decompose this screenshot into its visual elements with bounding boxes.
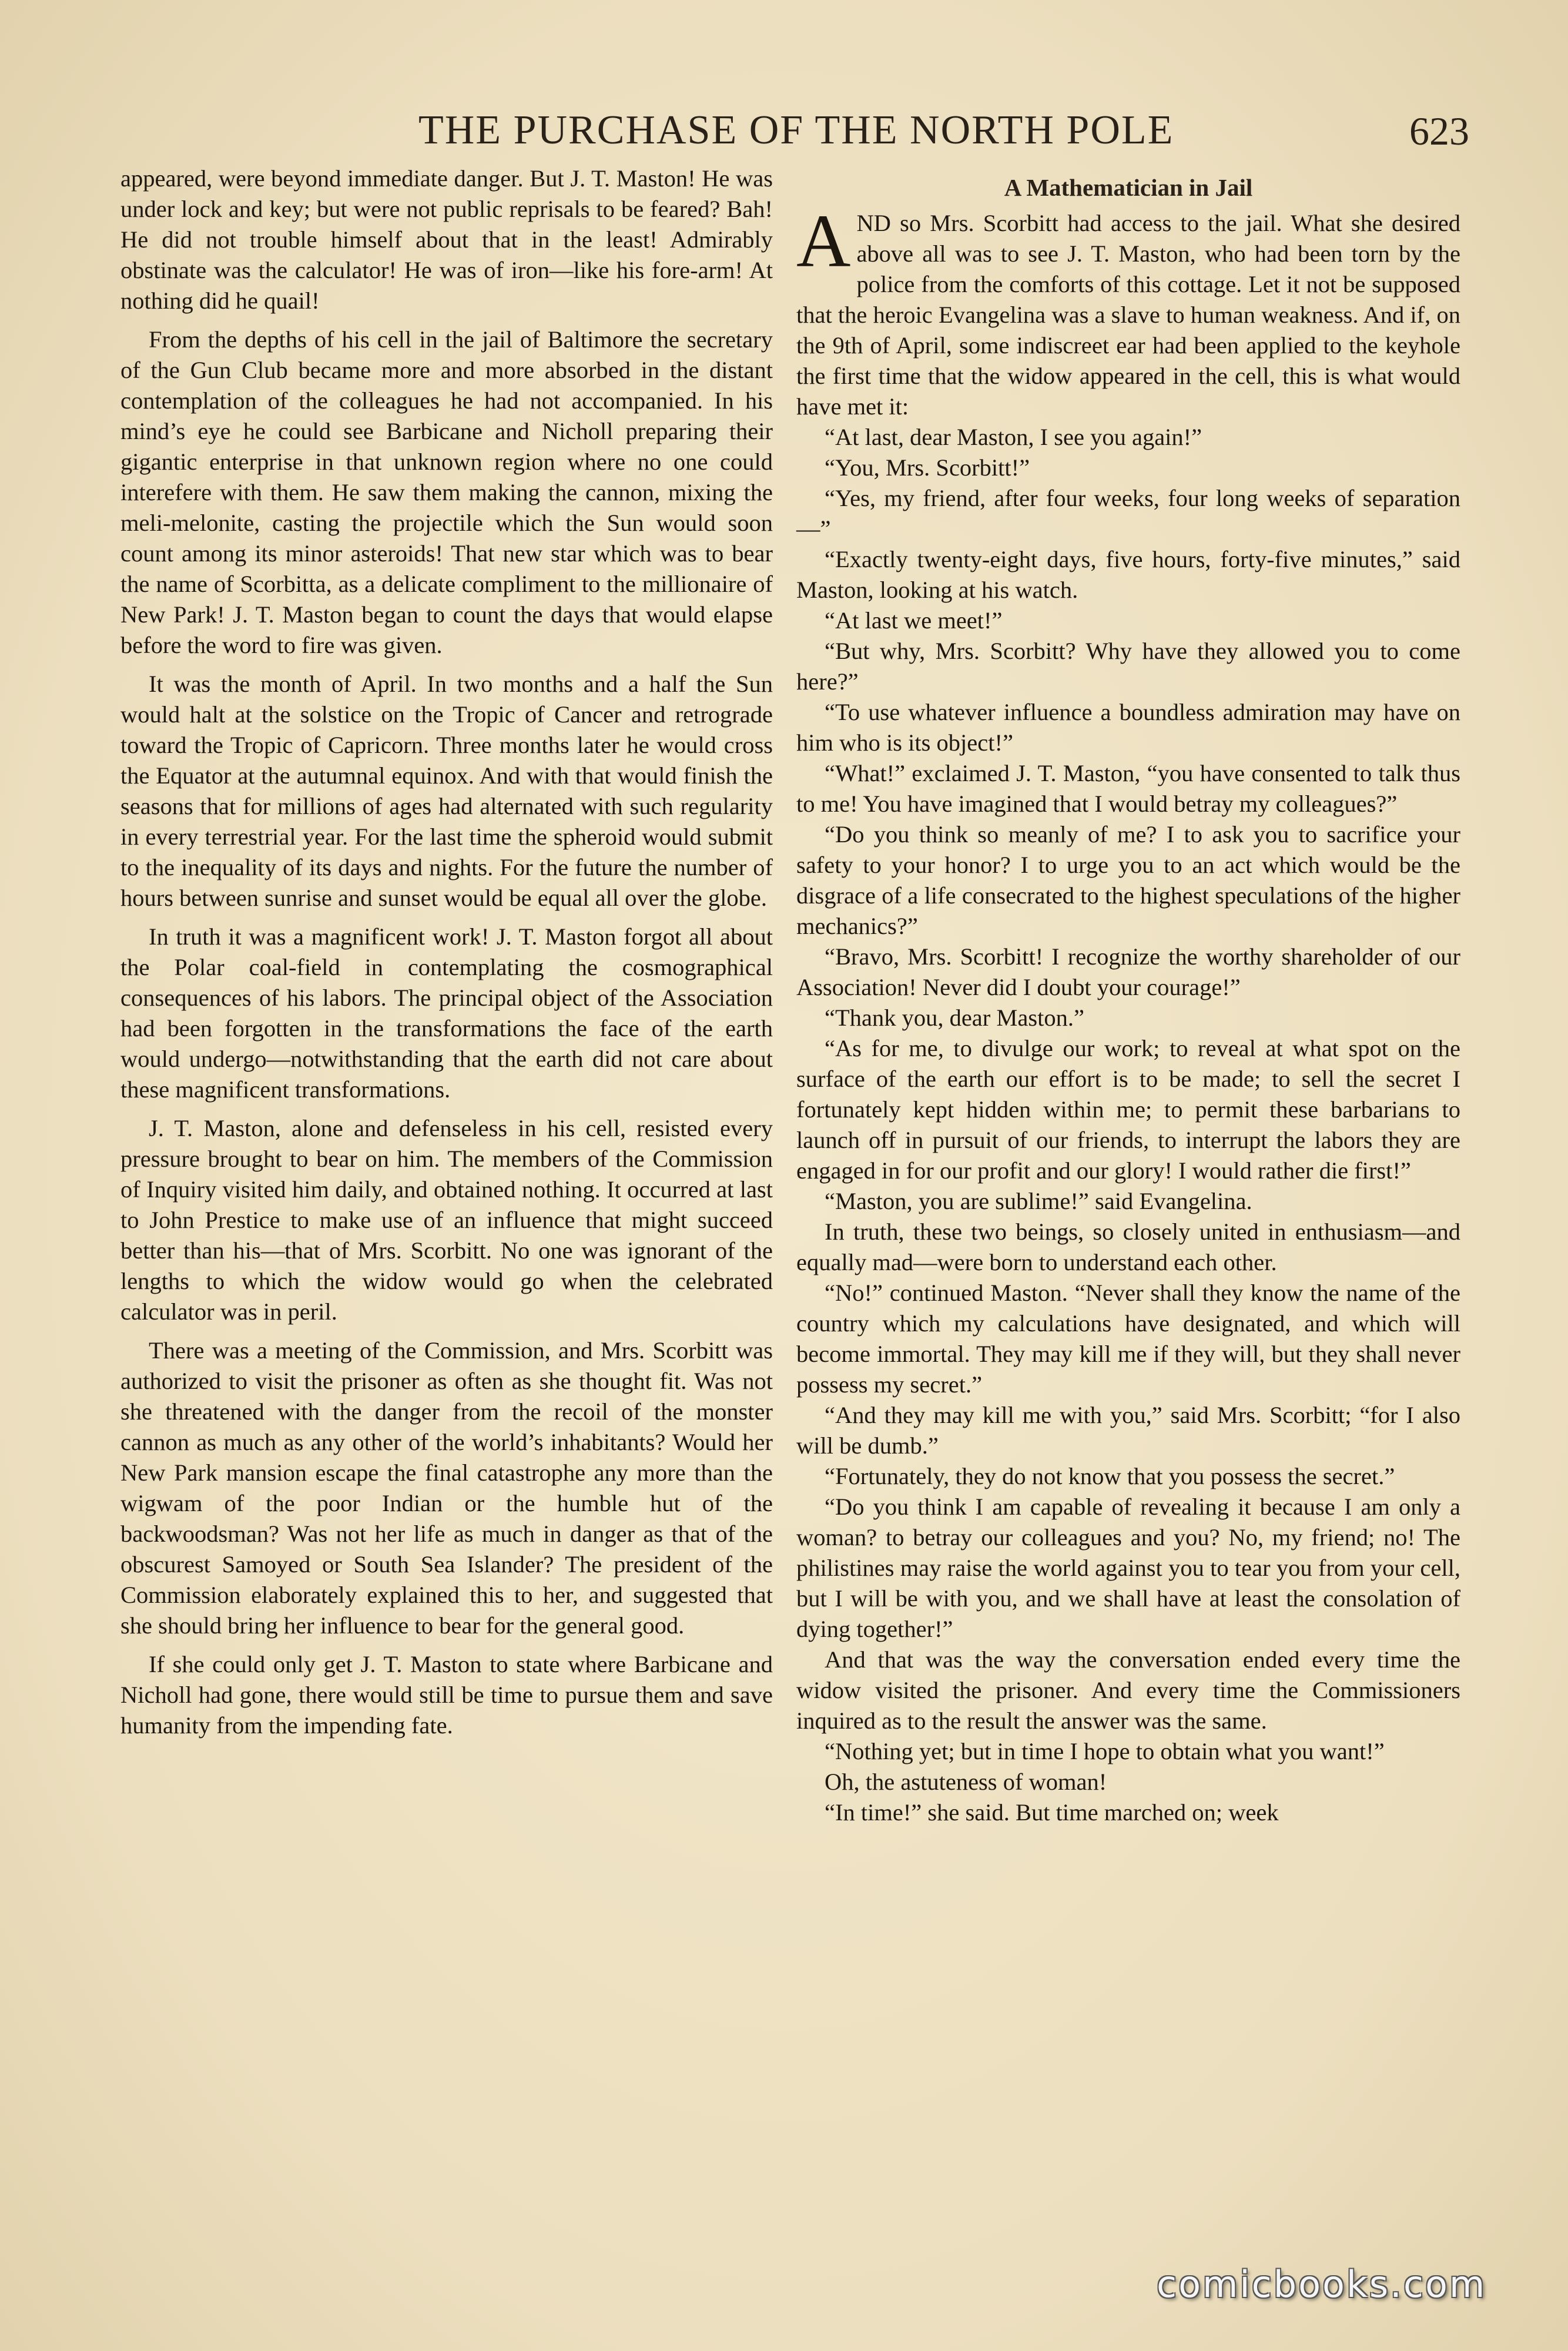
page-header — [0, 107, 1568, 172]
paragraph: “In time!” she said. But time marched on; week — [825, 1799, 1279, 1826]
paragraph: “What!” exclaimed J. T. Maston, “you have consented to talk thus to me! You have imagined that I would betray my colleagues?” — [796, 760, 1460, 817]
paragraph: There was a meeting of the Commission, and Mrs. Scorbitt was authorized to visit the prisoner as often as she thought fit. Was not she threatened with the danger from the recoil of the monster cannon as much as any other of the world’s inhabitants? Would her New Park mansion escape the final catastrophe any more than the wigwam of the poor Indian or the humble hut of the backwoodsman? Was not her life as much in danger as that of the obscurest Samoyed or South Sea Islander? The president of the Commission elaborately explained this to her, and suggested that she should bring her influence to bear for the general good. — [120, 1337, 773, 1639]
paragraph: “No!” continued Maston. “Never shall they know the name of the country which my calculations have designated, and which will become immortal. They may kill me if they will, but they shall never possess my secret.” — [796, 1280, 1460, 1398]
paragraph: “Nothing yet; but in time I hope to obtain what you want!” — [825, 1738, 1385, 1764]
paragraph: “Maston, you are sublime!” said Evangelina. — [825, 1188, 1252, 1214]
paragraph: “Exactly twenty-eight days, five hours, forty-five minutes,” said Maston, looking at his watch. — [796, 546, 1460, 603]
paragraph: And that was the way the conversation ended every time the widow visited the prisoner. And every time the Commissioners inquired as to the result the answer was the same. — [796, 1646, 1460, 1734]
paragraph: “Do you think so meanly of me? I to ask you to sacrifice your safety to your honor? I to urge you to an act which would be the disgrace of a life consecrated to the highest speculations of the higher mechanics?” — [796, 821, 1460, 939]
paragraph: “But why, Mrs. Scorbitt? Why have they allowed you to come here?” — [796, 638, 1460, 695]
paragraph: From the depths of his cell in the jail of Baltimore the secretary of the Gun Club became more and more absorbed in the distant contemplation of the colleagues he had not accompanied. In his mind’s eye he could see Barbicane and Nicholl preparing their gigantic enterprise in that unknown region where no one could interefere with them. He saw them making the cannon, mixing the meli-melonite, casting the projectile which the Sun would soon count among its minor asteroids! That new star which was to bear the name of Scorbitta, as a delicate compliment to the millionaire of New Park! J. T. Maston began to count the days that would elapse before the word to fire was given. — [120, 326, 773, 658]
page-number: 623 — [1409, 109, 1469, 153]
paragraph: In truth it was a magnificent work! J. T. Maston forgot all about the Polar coal-field in contemplating the cosmographical consequences of his labors. The principal object of the Association had been forgotten in the transformations the face of the earth would undergo—notwithstanding that the earth did not care about these magnificent transformations. — [120, 923, 773, 1103]
left-column — [120, 163, 773, 1741]
paragraph: In truth, these two beings, so closely united in enthusiasm—and equally mad—were born to understand each other. — [796, 1218, 1460, 1275]
paragraph: “Thank you, dear Maston.” — [825, 1004, 1084, 1031]
paragraph: “Do you think I am capable of revealing it because I am only a woman? to betray our colleagues and you? No, my friend; no! The philistines may raise the world against you to tear you from your cell, but I will be with you, and we shall have at least the consolation of dying together!” — [796, 1493, 1460, 1642]
opening-text: ND so Mrs. Scorbitt had access to the jail. What she desired above all was to see J. T. Maston, who had been torn by the police from the comforts of this cottage. Let it not be supposed that the heroic Evangelina was a slave to human weakness. And if, on the 9th of April, some indiscreet ear had been applied to the keyhole the first time that the widow appeared in the cell, this is what would have met it: — [796, 210, 1460, 420]
paragraph: “At last, dear Maston, I see you again!” — [825, 424, 1202, 450]
watermark-logo: comicbooks.com — [1157, 2263, 1487, 2306]
paragraph: “And they may kill me with you,” said Mrs. Scorbitt; “for I also will be dumb.” — [796, 1402, 1460, 1459]
paragraph: “To use whatever influence a boundless admiration may have on him who is its object!” — [796, 699, 1460, 756]
paragraph: If she could only get J. T. Maston to state where Barbicane and Nicholl had gone, there would still be time to pursue them and save humanity from the impending fate. — [120, 1651, 773, 1739]
paragraph: “Bravo, Mrs. Scorbitt! I recognize the worthy shareholder of our Association! Never did I doubt your courage!” — [796, 943, 1460, 1000]
paragraph: “Fortunately, they do not know that you possess the secret.” — [825, 1463, 1395, 1489]
drop-cap: A — [796, 199, 851, 283]
opening-paragraph — [796, 199, 1460, 422]
paragraph: It was the month of April. In two months and a half the Sun would halt at the solstice on the Tropic of Cancer and retrograde toward the Tropic of Capricorn. Three months later he would cross the Equator at the autumnal equinox. And with that would finish the seasons that for millions of ages had alternated with such regularity in every terrestrial year. For the last time the spheroid would submit to the inequality of its days and nights. For the future the number of hours between sunrise and sunset would be equal all over the globe. — [120, 671, 773, 911]
paragraph: Oh, the astuteness of woman! — [825, 1769, 1107, 1795]
paragraph: “At last we meet!” — [825, 607, 1003, 634]
section-heading: A Mathematician in Jail — [1004, 174, 1253, 201]
paragraph: appeared, were beyond immediate danger. But J. T. Maston! He was under lock and key; but were not public reprisals to be feared? Bah! He did not trouble himself about that in the least! Admirably obstinate was the calculator! He was of iron—like his fore-arm! At nothing did he quail! — [120, 165, 773, 314]
paragraph: J. T. Maston, alone and defenseless in his cell, resisted every pressure brought to bear on him. The members of the Commission of Inquiry visited him daily, and obtained nothing. It occurred at last to John Prestice to make use of an influence that might succeed better than his—that of Mrs. Scorbitt. No one was ignorant of the lengths to which the widow would go when the celebrated calculator was in peril. — [120, 1115, 773, 1325]
paragraph: “As for me, to divulge our work; to reveal at what spot on the surface of the earth our effort is to be made; to sell the secret I fortunately kept hidden within me; to permit these barbarians to launch off in pursuit of our friends, to interrupt the labors they are engaged in for our profit and our glory! I would rather die first!” — [796, 1035, 1460, 1184]
right-column — [796, 163, 1460, 1828]
paragraph: “You, Mrs. Scorbitt!” — [825, 454, 1030, 481]
running-title: THE PURCHASE OF THE NORTH POLE — [418, 108, 1174, 153]
paragraph: “Yes, my friend, after four weeks, four long weeks of separation—” — [796, 485, 1460, 542]
